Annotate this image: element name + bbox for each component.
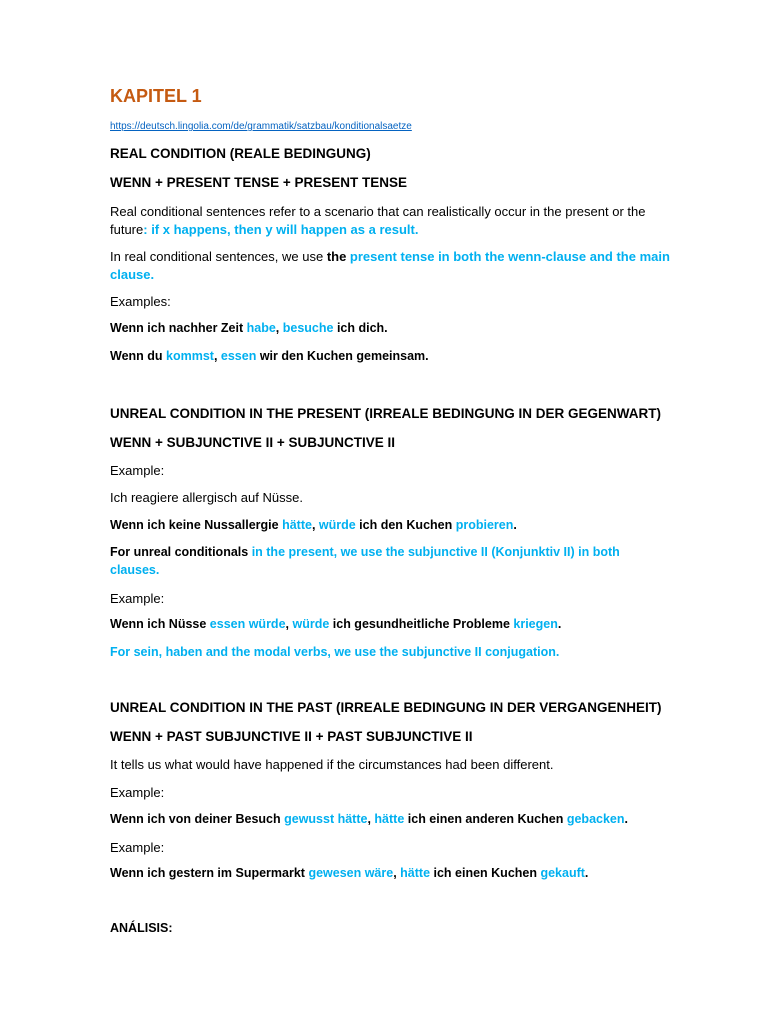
rule-unreal-present: For unreal conditionals in the present, we use the subjunctive II (Konjunktiv II) in both: [110, 545, 620, 559]
example-sentence: Wenn ich keine Nussallergie hätte, würde ich den Kuchen probieren.: [110, 518, 517, 532]
paragraph-unreal-past: It tells us what would have happened if the circumstances had been different.: [110, 757, 554, 772]
paragraph-real-usage-line2: clause.: [110, 267, 155, 282]
formula-unreal-past: WENN + PAST SUBJUNCTIVE II + PAST SUBJUNCTIVE II: [110, 729, 473, 744]
note-modal-verbs: For sein, haben and the modal verbs, we use the subjunctive II conjugation.: [110, 645, 560, 659]
section-heading-unreal-past: UNREAL CONDITION IN THE PAST (IRREALE BEDINGUNG IN DER VERGANGENHEIT): [110, 700, 662, 715]
section-heading-unreal-present: UNREAL CONDITION IN THE PRESENT (IRREALE BEDINGUNG IN DER GEGENWART): [110, 406, 662, 421]
formula-real-condition: WENN + PRESENT TENSE + PRESENT TENSE: [110, 175, 408, 190]
formula-unreal-present: WENN + SUBJUNCTIVE II + SUBJUNCTIVE II: [110, 435, 396, 450]
example-sentence: Wenn ich Nüsse essen würde, würde ich gesundheitliche Probleme kriegen.: [110, 617, 562, 631]
example-label: Example:: [110, 463, 165, 478]
section-heading-real-condition: REAL CONDITION (REALE BEDINGUNG): [110, 146, 371, 161]
example-sentence: Wenn du kommst, essen wir den Kuchen gemeinsam.: [110, 349, 429, 363]
paragraph-real-line1: Real conditional sentences refer to a scenario that can realistically occur in the present or the: [110, 204, 646, 219]
plain-sentence: Ich reagiere allergisch auf Nüsse.: [110, 490, 303, 505]
example-label: Example:: [110, 840, 165, 855]
analysis-label: ANÁLISIS:: [110, 921, 173, 935]
example-sentence: Wenn ich gestern im Supermarkt gewesen wäre, hätte ich einen Kuchen gekauft.: [110, 866, 589, 880]
paragraph-real-line2: future: if x happens, then y will happen as a result.: [110, 222, 419, 237]
rule-unreal-present-line2: clauses.: [110, 563, 160, 577]
page-title: KAPITEL 1: [110, 86, 202, 106]
example-label: Example:: [110, 591, 165, 606]
source-link[interactable]: https://deutsch.lingolia.com/de/grammatik/satzbau/konditionalsaetze: [110, 121, 412, 132]
example-label: Example:: [110, 785, 165, 800]
example-sentence: Wenn ich von deiner Besuch gewusst hätte, hätte ich einen anderen Kuchen gebacken.: [110, 812, 628, 826]
example-sentence: Wenn ich nachher Zeit habe, besuche ich dich.: [110, 321, 388, 335]
paragraph-real-usage: In real conditional sentences, we use the present tense in both the wenn-clause and the main: [110, 249, 670, 264]
examples-label: Examples:: [110, 294, 171, 309]
